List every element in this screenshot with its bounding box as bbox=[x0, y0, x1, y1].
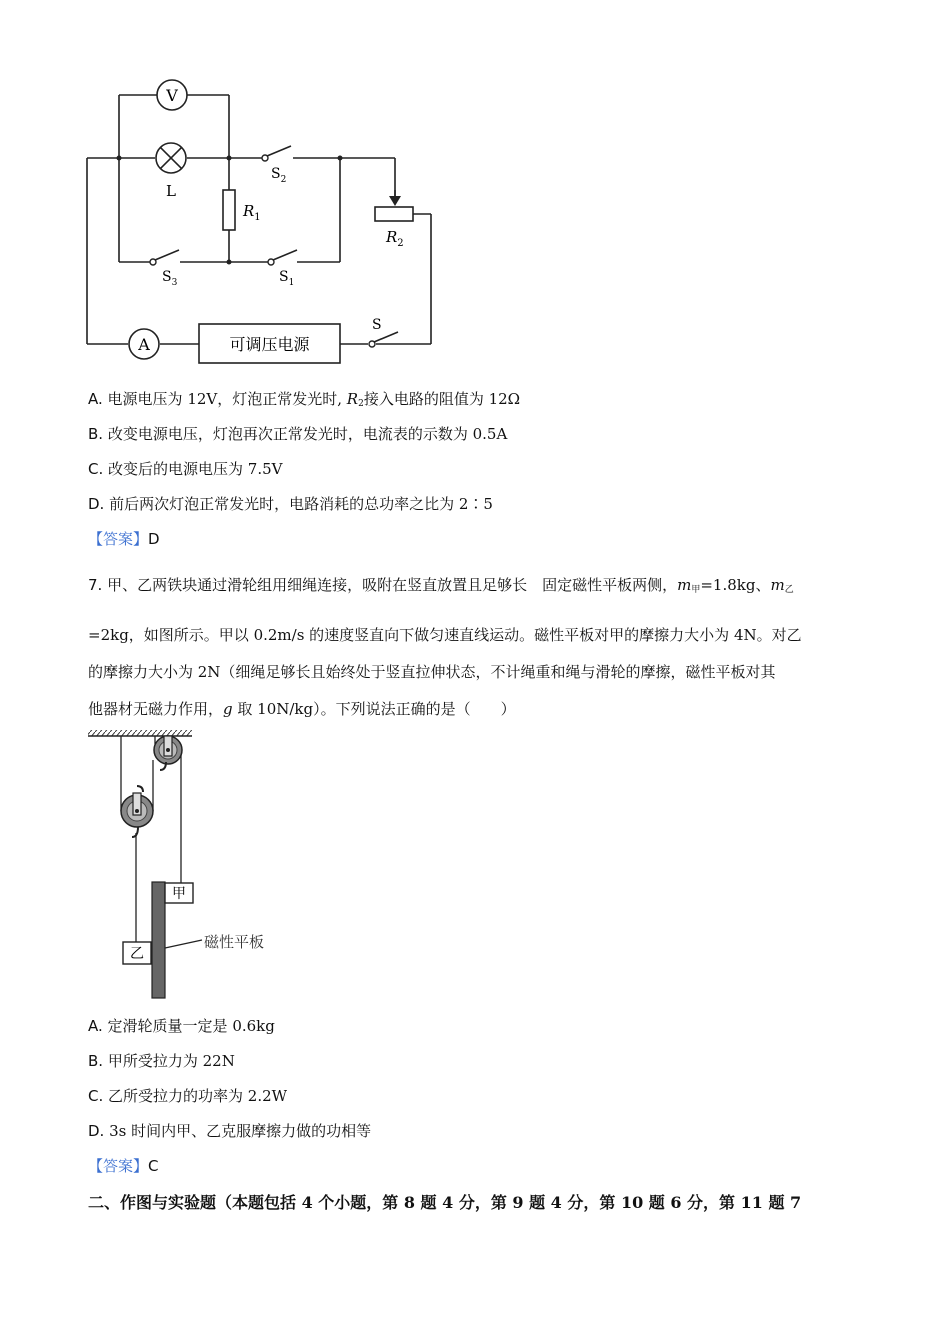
rheostat-r2 bbox=[375, 190, 413, 249]
voltmeter-symbol bbox=[157, 80, 187, 110]
q7-stem-line-1: 7. 甲、乙两铁块通过滑轮组用细绳连接，吸附在竖直放置且足够长 固定磁性平板两侧，$m_甲=1.8kg$、$m_乙$ bbox=[88, 576, 794, 595]
q7-stem-line-2: =2kg，如图所示。甲以 0.2m/s 的速度竖直向下做匀速直线运动。磁性平板对甲的摩擦力大小为 4N。对乙 bbox=[88, 626, 802, 644]
q7-option-b: B. 甲所受拉力为 22N bbox=[88, 1052, 235, 1070]
switch-s1 bbox=[268, 250, 297, 288]
ammeter-symbol bbox=[129, 329, 159, 359]
movable-pulley bbox=[121, 786, 153, 837]
svg-text:S: S bbox=[372, 317, 382, 333]
switch-s2 bbox=[262, 146, 291, 185]
q6-answer: 【答案】D bbox=[88, 530, 160, 548]
svg-text:R1: $R_1$ bbox=[243, 202, 261, 223]
svg-text:S2: $S_2$ bbox=[271, 166, 287, 185]
q6-option-d: D. 前后两次灯泡正常发光时，电路消耗的总功率之比为 2∶5 bbox=[88, 495, 493, 513]
q7-option-a: A. 定滑轮质量一定是 0.6kg bbox=[88, 1017, 275, 1035]
switch-s bbox=[369, 317, 398, 347]
switch-s3 bbox=[150, 250, 179, 288]
svg-text:S1: $S_1$ bbox=[279, 269, 295, 288]
lamp-symbol bbox=[156, 143, 186, 200]
q7-option-c: C. 乙所受拉力的功率为 2.2W bbox=[88, 1087, 288, 1105]
q6-option-b: B. 改变电源电压，灯泡再次正常发光时，电流表的示数为 0.5A bbox=[88, 425, 508, 443]
svg-text:可调压电源: 可调压电源 bbox=[229, 335, 310, 354]
svg-text:R2: $R_2$ bbox=[386, 228, 404, 249]
svg-text:L: L bbox=[166, 182, 176, 200]
fixed-pulley bbox=[154, 736, 182, 770]
q7-stem-line-4: 他器材无磁力作用，g 取 10N/kg）。下列说法正确的是（ ） bbox=[88, 700, 516, 718]
section-heading: 二、作图与实验题（本题包括 4 个小题，第 8 题 4 分，第 9 题 4 分，第 10 题 6 分，第 11 题 7 bbox=[88, 1193, 802, 1212]
block-yi bbox=[123, 942, 151, 964]
block-jia bbox=[165, 883, 193, 903]
svg-text:乙: 乙 bbox=[130, 946, 144, 962]
svg-text:S3: $S_3$ bbox=[162, 269, 178, 288]
power-supply-box bbox=[199, 324, 340, 363]
q7-stem-line-3: 的摩擦力大小为 2N（细绳足够长且始终处于竖直拉伸状态，不计绳重和绳与滑轮的摩擦，磁性平板对其 bbox=[88, 663, 776, 681]
svg-text:A: A bbox=[138, 335, 150, 354]
svg-text:V: V bbox=[166, 86, 178, 105]
circuit-diagram bbox=[80, 78, 450, 370]
board-label: 磁性平板 bbox=[204, 933, 265, 951]
pulley-figure bbox=[84, 726, 294, 1002]
magnetic-board bbox=[152, 882, 165, 998]
q6-option-c: C. 改变后的电源电压为 7.5V bbox=[88, 460, 283, 478]
q7-option-d: D. 3s 时间内甲、乙克服摩擦力做的功相等 bbox=[88, 1122, 372, 1140]
resistor-r1 bbox=[223, 190, 261, 230]
svg-text:甲: 甲 bbox=[172, 886, 186, 902]
q6-option-a: A. 电源电压为 12V，灯泡正常发光时, $R_2$接入电路的阻值为 12Ω bbox=[88, 390, 521, 409]
q7-answer: 【答案】C bbox=[88, 1157, 159, 1175]
